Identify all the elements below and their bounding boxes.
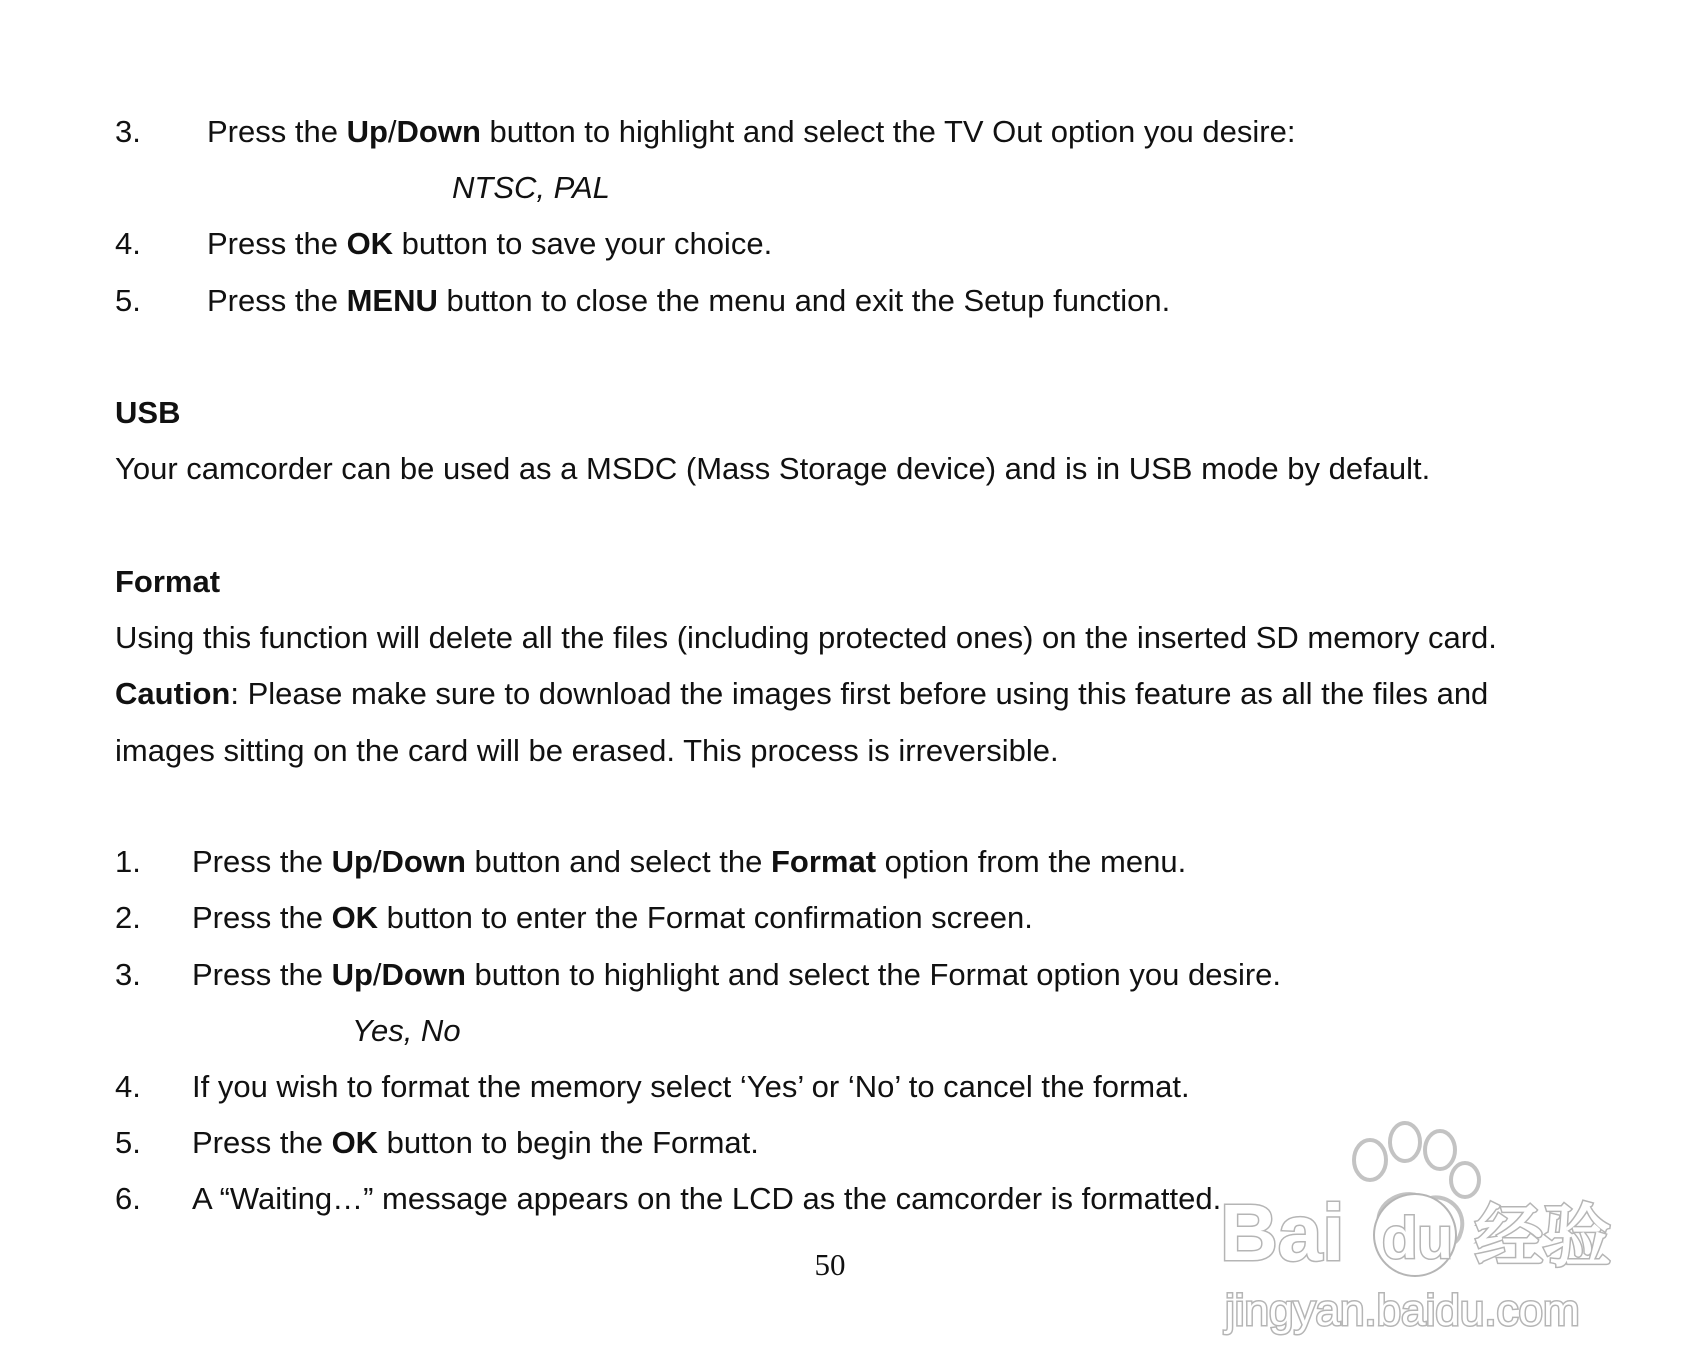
- step-number: 1.: [115, 844, 141, 879]
- step-text: A “Waiting…” message appears on the LCD as the camcorder is formatted.: [192, 1181, 1222, 1216]
- baidu-watermark: [1210, 1110, 1630, 1340]
- step-number: 2.: [115, 900, 141, 935]
- step-text: Press the MENU button to close the menu and exit the Setup function.: [207, 283, 1171, 318]
- caution-line: Caution: Please make sure to download the images first before using this feature as all the files and: [115, 676, 1489, 711]
- step-number: 4.: [115, 226, 141, 261]
- svg-text:jingyan.baidu.com: jingyan.baidu.com: [1225, 1286, 1580, 1335]
- paw-icon: [1210, 1110, 1630, 1340]
- step-text: Press the Up/Down button to highlight and select the TV Out option you desire:: [207, 114, 1296, 149]
- step-number: 5.: [115, 283, 141, 318]
- usb-body: Your camcorder can be used as a MSDC (Mass Storage device) and is in USB mode by default.: [115, 451, 1431, 486]
- step-text: Press the OK button to save your choice.: [207, 226, 773, 261]
- step-text: If you wish to format the memory select ‘Yes’ or ‘No’ to cancel the format.: [192, 1069, 1190, 1104]
- format-body: Using this function will delete all the files (including protected ones) on the inserted SD memory card.: [115, 620, 1497, 655]
- step-number: 3.: [115, 957, 141, 992]
- tvout-options: NTSC, PAL: [452, 170, 610, 205]
- svg-text:经验: 经验: [1475, 1199, 1612, 1275]
- usb-heading: USB: [115, 395, 181, 430]
- step-number: 5.: [115, 1125, 141, 1160]
- step-text: Press the OK button to begin the Format.: [192, 1125, 759, 1160]
- svg-text:du: du: [1382, 1206, 1453, 1271]
- caution-line-2: images sitting on the card will be erased. This process is irreversible.: [115, 733, 1059, 768]
- step-number: 6.: [115, 1181, 141, 1216]
- step-text: Press the OK button to enter the Format confirmation screen.: [192, 900, 1033, 935]
- caution-label: Caution: [115, 676, 231, 711]
- step-text: Press the Up/Down button to highlight and select the Format option you desire.: [192, 957, 1282, 992]
- step-number: 4.: [115, 1069, 141, 1104]
- page-number: 50: [814, 1247, 846, 1282]
- step-number: 3.: [115, 114, 141, 149]
- step-text: Press the Up/Down button and select the Format option from the menu.: [192, 844, 1187, 879]
- svg-text:Bai: Bai: [1220, 1188, 1345, 1277]
- format-heading: Format: [115, 564, 221, 599]
- format-options: Yes, No: [352, 1013, 461, 1048]
